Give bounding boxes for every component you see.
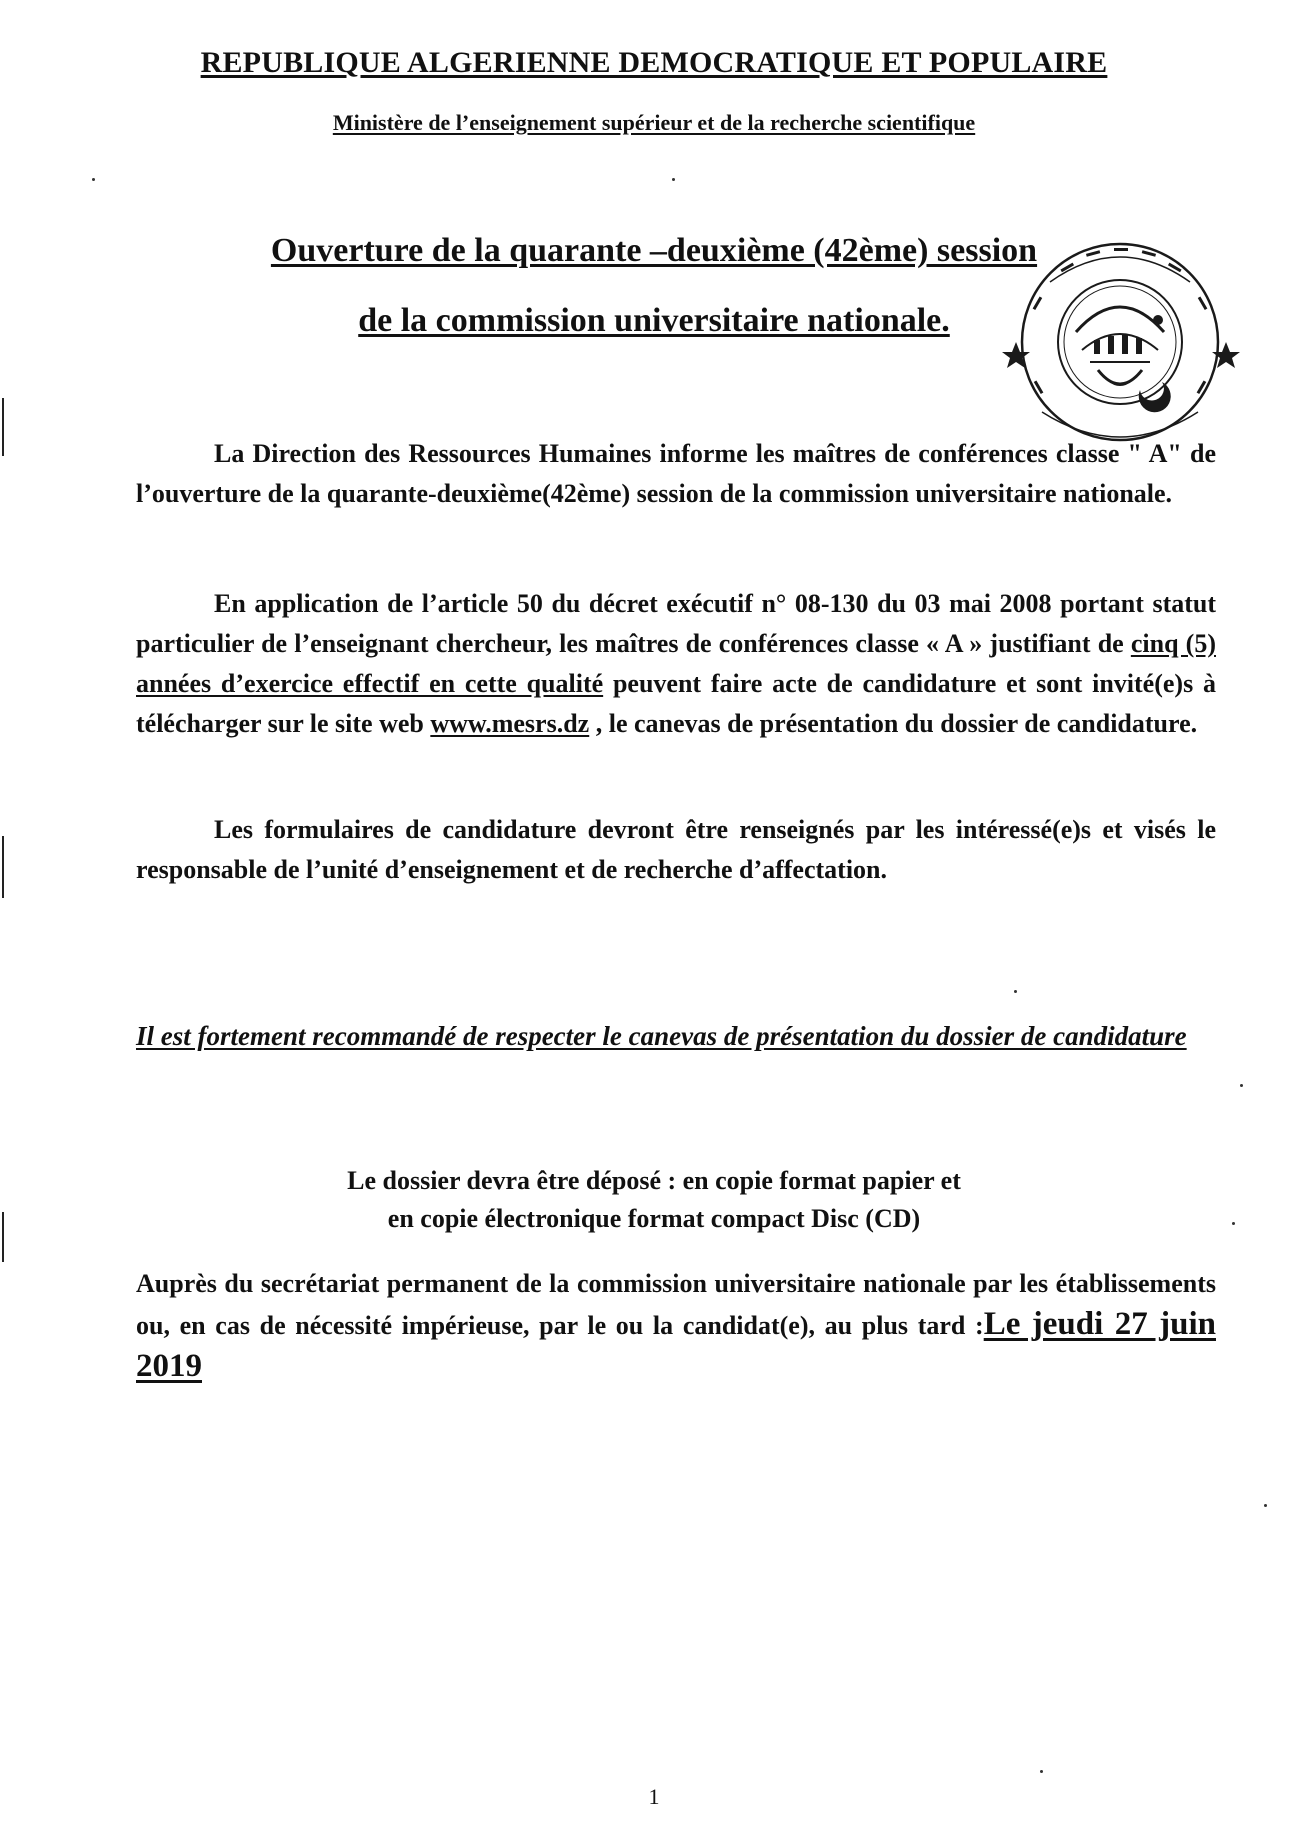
scan-margin-mark <box>2 1212 4 1262</box>
paragraph-announcement: La Direction des Ressources Humaines informe les maîtres de conférences classe " A" de l’ouverture de la quarante-deuxième(42ème) session de la commission universitaire nationale. <box>136 439 1216 508</box>
scan-speck <box>1232 1222 1235 1225</box>
scan-speck <box>1014 990 1017 993</box>
ministry-heading: Ministère de l’enseignement supérieur et de la recherche scientifique <box>332 110 976 135</box>
deposit-line-2: en copie électronique format compact Disc (CD) <box>387 1204 921 1233</box>
scan-speck <box>672 178 675 181</box>
deposit-line-1: Le dossier devra être déposé : en copie format papier et <box>347 1166 961 1195</box>
scan-margin-mark <box>2 398 4 456</box>
scan-speck <box>92 178 95 181</box>
scan-speck <box>1040 1770 1043 1773</box>
scan-speck <box>1240 1084 1243 1087</box>
official-seal-icon <box>990 222 1250 462</box>
scan-margin-mark <box>2 836 4 898</box>
eligibility-condition: cinq (5) années d’exercice effectif en cette qualité <box>136 629 1216 698</box>
paragraph-forms: Les formulaires de candidature devront être renseignés par les intéressé(e)s et visés le responsable de l’unité d’enseignement et de recherche d’affectation. <box>136 815 1216 884</box>
republic-heading: REPUBLIQUE ALGERIENNE DEMOCRATIQUE ET POPULAIRE <box>200 46 1108 79</box>
recommendation-note: Il est fortement recommandé de respecter le canevas de présentation du dossier de candidature <box>136 1021 1187 1051</box>
deposit-instructions <box>0 1162 1308 1238</box>
paragraph-eligibility: En application de l’article 50 du décret exécutif n° 08-130 du 03 mai 2008 portant statut particulier de l’enseignant chercheur, les maîtres de conférences classe « A » justifiant de cinq (5) années d’exercice effectif en cette qualité peuvent faire acte de candidature et sont invité(e)s à télécharger sur le site web www.mesrs.dz , le canevas de présentation du dossier de candidature. <box>136 589 1216 738</box>
document-title-line-2: de la commission universitaire nationale. <box>358 302 950 339</box>
deadline-date: Le jeudi 27 juin 2019 <box>136 1306 1216 1384</box>
scan-speck <box>1264 1504 1267 1507</box>
page-number: 1 <box>648 1784 660 1809</box>
document-title-line-1: Ouverture de la quarante –deuxième (42ème) session <box>270 232 1038 269</box>
website-link[interactable]: www.mesrs.dz <box>430 709 590 738</box>
deadline-paragraph: Auprès du secrétariat permanent de la commission universitaire nationale par les établissements ou, en cas de nécessité impérieuse, par le ou la candidat(e), au plus tard :Le jeudi 27 juin 2019 <box>136 1269 1216 1384</box>
